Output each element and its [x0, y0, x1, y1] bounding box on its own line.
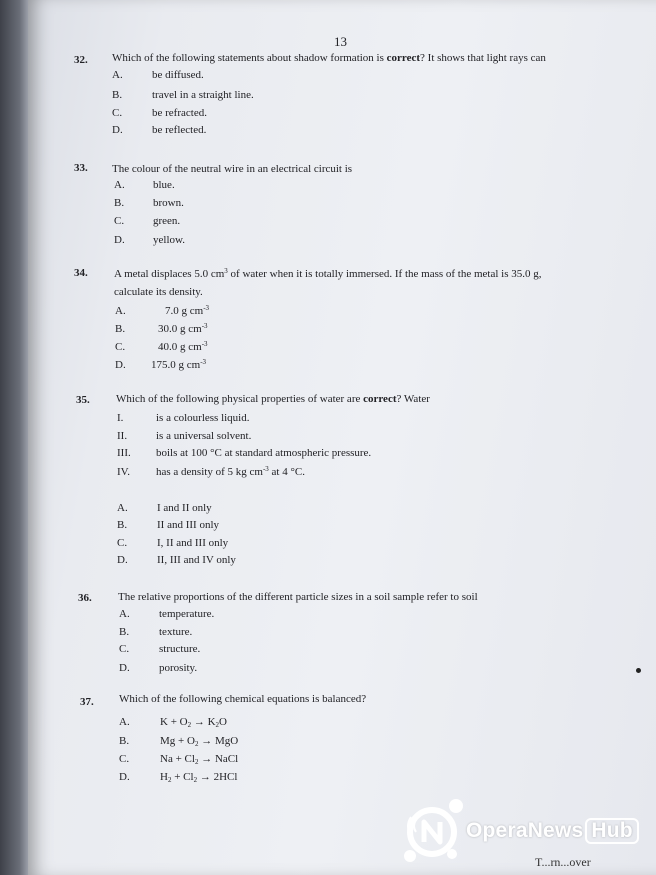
question-stem: A metal displaces 5.0 $cm^3$ of water when it is totally immersed. If the mass of the metal is 35.0 g, calculate its density. — [114, 267, 542, 298]
arrow-icon: → — [201, 753, 213, 765]
question-stem: Which of the following chemical equations is balanced? — [119, 693, 367, 705]
question-stem: Which of the following statements about shadow formation is correct? It shows that light rays can — [112, 52, 546, 64]
arrow-icon: → — [193, 716, 205, 728]
question-number: 35. — [76, 394, 90, 406]
footer-turn-over: T...rn...over — [535, 855, 591, 869]
opera-news-hub-logo-icon — [400, 796, 466, 866]
question-number: 32. — [74, 54, 88, 66]
question-stem: Which of the following physical properties of water are correct? Water — [116, 393, 430, 405]
page-number: 13 — [334, 34, 347, 49]
arrow-icon: → — [199, 771, 211, 783]
question-number: 33. — [74, 162, 88, 174]
book-spine-shadow — [0, 0, 28, 875]
ink-dot — [636, 668, 641, 673]
question-number: 34. — [74, 267, 88, 279]
arrow-icon: → — [201, 735, 213, 747]
question-number: 37. — [80, 696, 94, 708]
question-stem: The relative proportions of the different particle sizes in a soil sample refer to soil — [118, 591, 478, 603]
question-number: 36. — [78, 592, 92, 604]
watermark-text: OperaNews Hub — [466, 818, 639, 844]
watermark-logo — [400, 796, 650, 866]
question-stem: The colour of the neutral wire in an electrical circuit is — [112, 163, 353, 175]
